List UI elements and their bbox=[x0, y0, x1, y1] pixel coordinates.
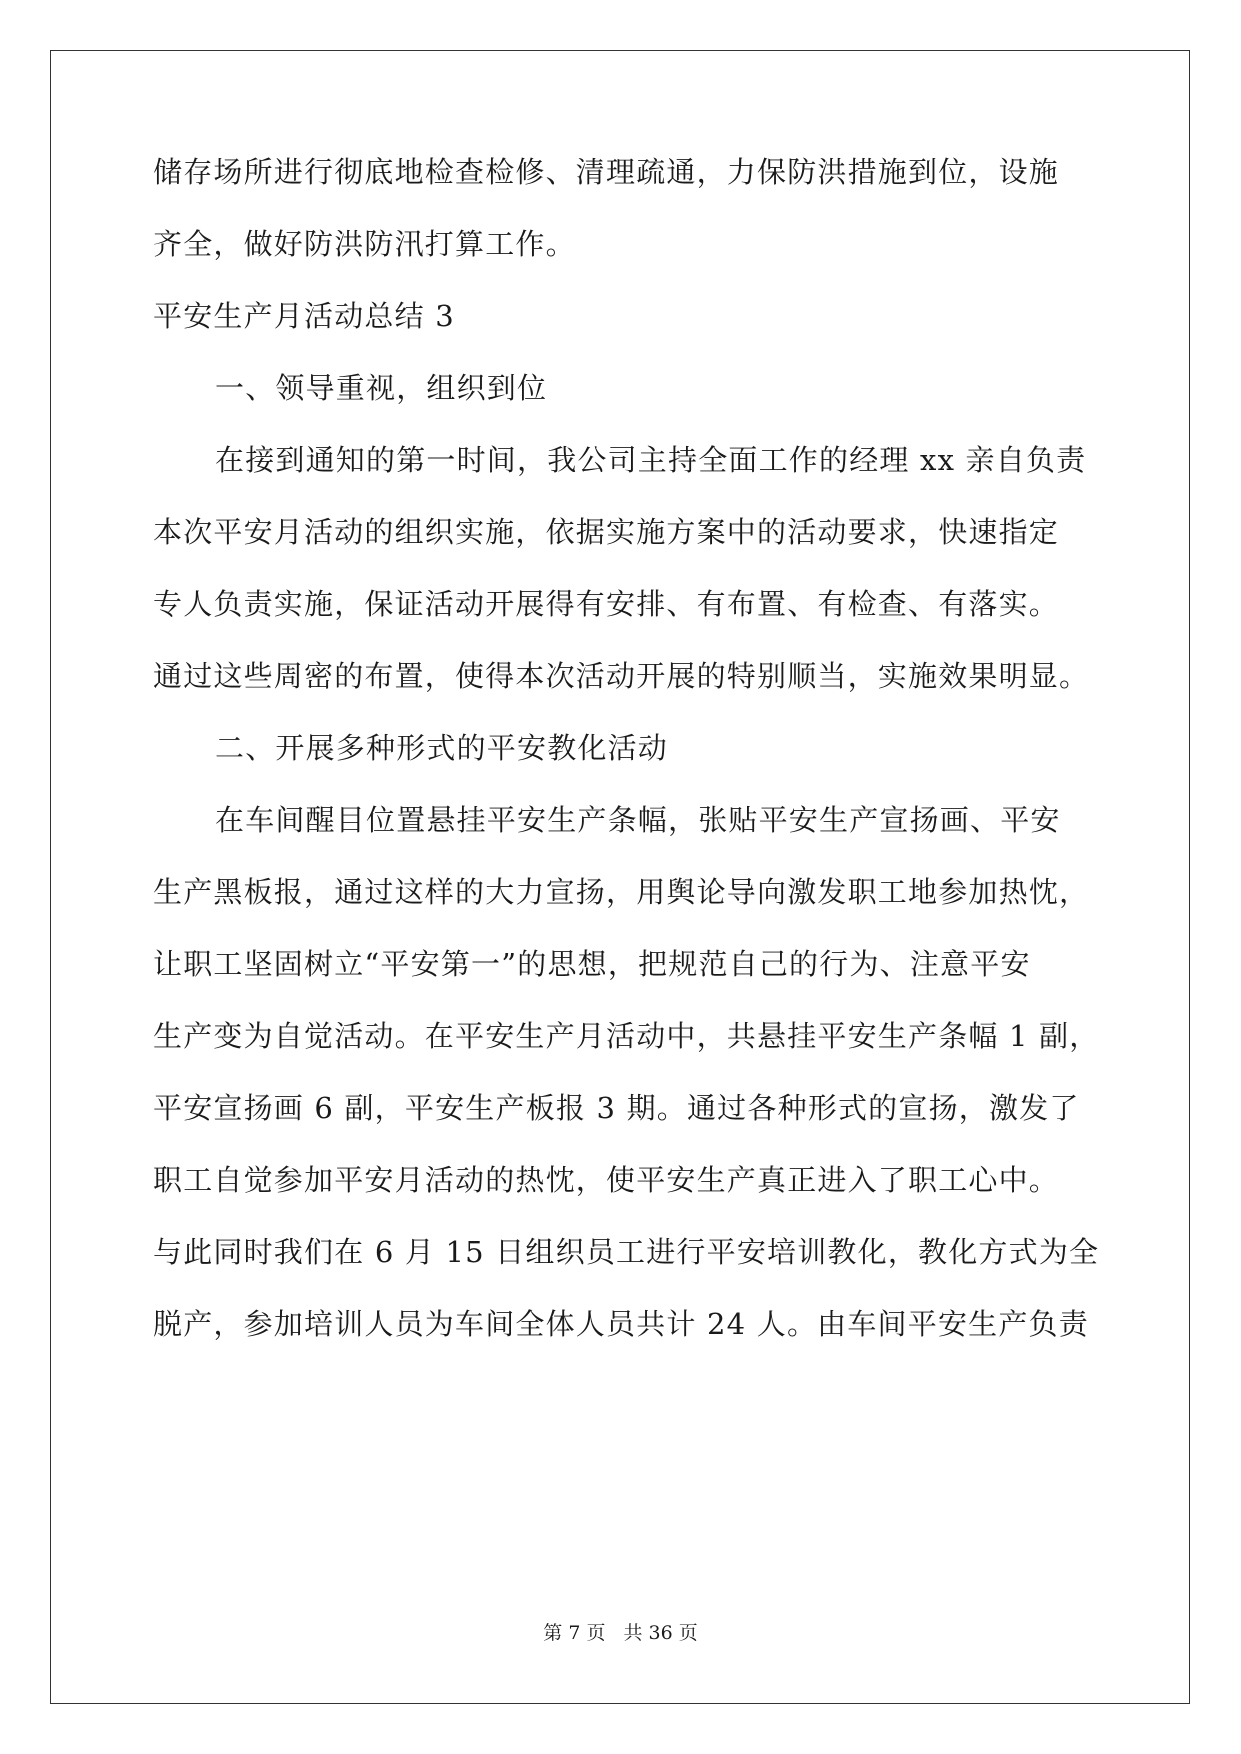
paragraph-line: 平安宣扬画 6 副，平安生产板报 3 期。通过各种形式的宣扬，激发了 bbox=[153, 1091, 1080, 1125]
paragraph-line: 生产黑板报，通过这样的大力宣扬，用舆论导向激发职工地参加热忱， bbox=[153, 875, 1090, 909]
section-title: 平安生产月活动总结 3 bbox=[153, 299, 455, 333]
page-footer bbox=[0, 1620, 1241, 1646]
page-number: 第 7 页 bbox=[543, 1622, 606, 1644]
paragraph-line: 储存场所进行彻底地检查检修、清理疏通，力保防洪措施到位，设施 bbox=[153, 155, 1060, 189]
paragraph-line: 职工自觉参加平安月活动的热忱，使平安生产真正进入了职工心中。 bbox=[153, 1163, 1060, 1197]
paragraph-line: 专人负责实施，保证活动开展得有安排、有布置、有检查、有落实。 bbox=[153, 587, 1060, 621]
paragraph-line: 生产变为自觉活动。在平安生产月活动中，共悬挂平安生产条幅 1 副， bbox=[153, 1019, 1100, 1053]
paragraph-line: 在接到通知的第一时间，我公司主持全面工作的经理 xx 亲自负责 bbox=[215, 443, 1087, 477]
paragraph-line: 脱产，参加培训人员为车间全体人员共计 24 人。由车间平安生产负责 bbox=[153, 1307, 1089, 1341]
paragraph-line: 本次平安月活动的组织实施，依据实施方案中的活动要求，快速指定 bbox=[153, 515, 1060, 549]
paragraph-line: 让职工坚固树立“平安第一”的思想，把规范自己的行为、注意平安 bbox=[153, 947, 1031, 981]
paragraph-line: 通过这些周密的布置，使得本次活动开展的特别顺当，实施效果明显。 bbox=[153, 659, 1090, 693]
paragraph-line: 在车间醒目位置悬挂平安生产条幅，张贴平安生产宣扬画、平安 bbox=[215, 803, 1061, 837]
paragraph-line: 与此同时我们在 6 月 15 日组织员工进行平安培训教化，教化方式为全 bbox=[153, 1235, 1100, 1269]
section-heading: 一、领导重视，组织到位 bbox=[215, 371, 548, 405]
section-heading: 二、开展多种形式的平安教化活动 bbox=[215, 731, 669, 765]
paragraph-line: 齐全，做好防洪防汛打算工作。 bbox=[153, 227, 576, 261]
page-total: 共 36 页 bbox=[623, 1622, 698, 1644]
